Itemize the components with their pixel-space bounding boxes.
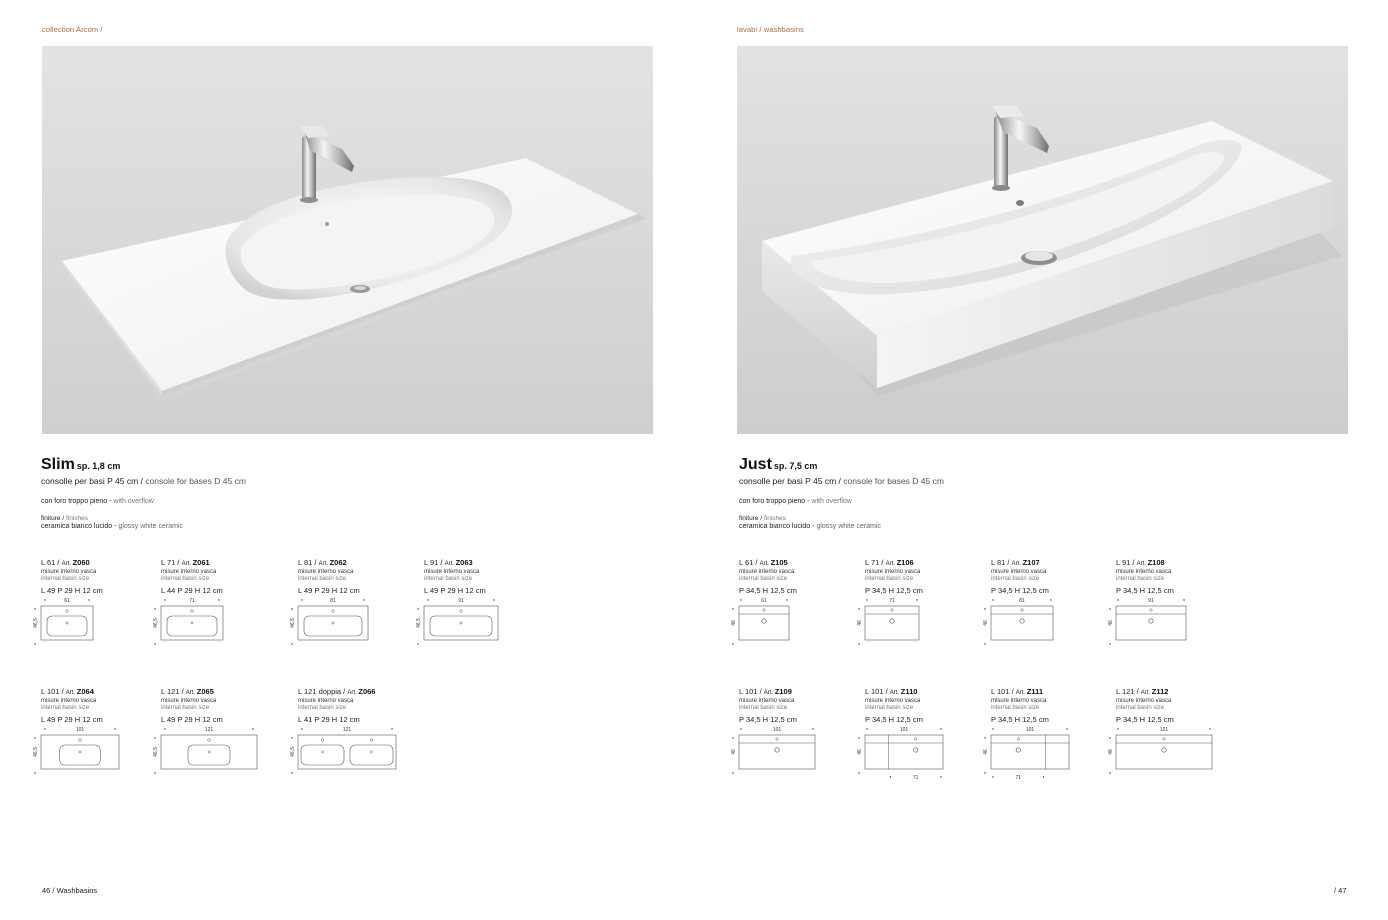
product-entry — [865, 687, 985, 724]
product-code-line — [739, 687, 859, 696]
product-size: L 71 / — [161, 558, 182, 567]
width-dimension: 101 — [899, 727, 909, 733]
product-size: L 91 / — [1116, 558, 1137, 567]
basin-outline — [60, 745, 101, 765]
right-page — [694, 0, 1388, 920]
width-dimension: 71 — [889, 598, 895, 604]
page-folio: / 47 — [1334, 886, 1347, 895]
basin-outline — [304, 616, 362, 636]
tap-hole — [332, 610, 335, 613]
drain-hole — [1016, 748, 1020, 752]
basin-size-label-it: misure interno vasca — [298, 698, 354, 704]
finishes-it: finiture / — [739, 515, 764, 522]
basin-size-label-en: internal basin size — [161, 705, 210, 711]
product-entry — [991, 558, 1111, 595]
basin-size-label-en: internal basin size — [1116, 576, 1165, 582]
running-head: collection Arcom / — [42, 25, 103, 34]
base-dimension: 71 — [912, 775, 919, 781]
basin-dimensions: P 34,5 H 12,5 cm — [991, 715, 1049, 724]
product-entry — [424, 558, 544, 595]
product-code-line — [161, 687, 281, 696]
tap-hole — [1021, 609, 1023, 611]
basin-dimensions: P 34,5 H 12,5 cm — [865, 586, 923, 595]
art-label: Art. — [1015, 690, 1027, 696]
basin-size-label-en: internal basin size — [298, 705, 347, 711]
depth-dimension: 46,5 — [153, 747, 159, 757]
art-label: Art. — [763, 690, 775, 696]
product-entry — [865, 558, 985, 595]
finishes-en: finishes — [65, 515, 88, 522]
product-entry — [161, 558, 281, 595]
depth-dimension: 46 — [1108, 620, 1114, 626]
basin-left — [301, 745, 344, 765]
overflow-it: con foro troppo pieno - — [41, 498, 114, 505]
article-code: Z110 — [900, 687, 918, 696]
basin-size-label-it: misure interno vasca — [991, 698, 1047, 704]
product-name: Just — [739, 456, 772, 473]
overflow-hole — [460, 622, 462, 624]
art-label: Art. — [1140, 690, 1152, 696]
subtitle-it: consolle per basi P 45 cm / — [739, 476, 841, 486]
product-entry — [1116, 558, 1236, 595]
basin-dimensions: L 49 P 29 H 12 cm — [161, 715, 223, 724]
product-entry — [41, 687, 161, 724]
product-code-line — [424, 558, 544, 567]
basin-size-label-it: misure interno vasca — [161, 569, 217, 575]
art-label: Art. — [885, 561, 897, 567]
overflow-hole — [66, 622, 68, 624]
tap-hole — [1163, 738, 1165, 740]
basin-size-label-it: misure interno vasca — [865, 569, 921, 575]
article-code: Z111 — [1026, 687, 1044, 696]
article-code: Z112 — [1151, 687, 1169, 696]
basin-size-label-it: misure interno vasca — [739, 569, 795, 575]
depth-dimension: 46,5 — [290, 618, 296, 628]
depth-dimension: 46,5 — [290, 747, 296, 757]
drain-hole — [890, 619, 894, 623]
product-size: L 101 / — [865, 687, 890, 696]
width-dimension: 81 — [330, 598, 336, 604]
product-code-line — [298, 687, 418, 696]
technical-drawing — [731, 596, 801, 656]
tap-hole — [1017, 738, 1019, 740]
tap-hole — [66, 610, 69, 613]
tap-hole — [460, 610, 463, 613]
technical-drawing — [33, 725, 131, 785]
tap-hole — [915, 738, 917, 740]
console-outline — [298, 606, 368, 640]
product-thickness: sp. 7,5 cm — [773, 461, 818, 471]
width-dimension: 91 — [1148, 598, 1154, 604]
product-size: L 101 / — [739, 687, 764, 696]
basin-size-label-it: misure interno vasca — [1116, 569, 1172, 575]
product-code-line — [41, 687, 161, 696]
console-outline — [41, 735, 119, 769]
drain-hole — [1020, 619, 1024, 623]
product-code-line — [41, 558, 161, 567]
article-code: Z064 — [76, 687, 94, 696]
product-size: L 61 / — [739, 558, 760, 567]
depth-dimension: 46,5 — [33, 747, 39, 757]
basin-dimensions: P 34,5 H 12,5 cm — [739, 586, 797, 595]
depth-dimension: 46,5 — [33, 618, 39, 628]
depth-dimension: 46,5 — [416, 618, 422, 628]
product-size: L 61 / — [41, 558, 62, 567]
product-entry — [41, 558, 161, 595]
basin-size-label-it: misure interno vasca — [1116, 698, 1172, 704]
finish-en: glossy white ceramic — [118, 523, 184, 530]
overflow-hole — [79, 751, 81, 753]
basin-size-label-en: internal basin size — [298, 576, 347, 582]
running-head: lavabi / washbasins — [737, 25, 804, 34]
tap-hole — [763, 609, 765, 611]
basin-outline — [188, 745, 230, 765]
product-size: L 121 / — [161, 687, 186, 696]
technical-drawing — [153, 725, 269, 785]
basin-outline — [47, 616, 87, 636]
finishes-en: finishes — [763, 515, 786, 522]
technical-drawing — [416, 596, 510, 656]
product-entry — [739, 558, 859, 595]
tap-hole — [1150, 609, 1152, 611]
product-size: L 81 / — [991, 558, 1012, 567]
width-dimension: 91 — [458, 598, 464, 604]
drain-hole — [1149, 619, 1153, 623]
product-grid — [694, 0, 1388, 920]
basin-size-label-it: misure interno vasca — [991, 569, 1047, 575]
product-code-line — [991, 558, 1111, 567]
article-code: Z106 — [896, 558, 914, 567]
basin-right — [350, 745, 393, 765]
art-label: Art. — [1136, 561, 1148, 567]
page-folio: 46 / Washbasins — [42, 886, 98, 895]
article-code: Z108 — [1147, 558, 1165, 567]
article-code: Z061 — [192, 558, 210, 567]
depth-dimension: 46 — [731, 620, 737, 626]
product-code-line — [739, 558, 859, 567]
drain-hole — [1162, 748, 1166, 752]
product-name: Slim — [41, 456, 75, 473]
technical-drawing — [1108, 596, 1198, 656]
product-size: L 121 / — [1116, 687, 1141, 696]
tap-hole — [191, 610, 194, 613]
product-code-line — [865, 687, 985, 696]
technical-drawing — [857, 725, 955, 785]
technical-drawing — [1108, 725, 1224, 785]
product-size: L 81 / — [298, 558, 319, 567]
overflow-en: with overflow — [113, 498, 154, 505]
product-code-line — [865, 558, 985, 567]
basin-outline — [430, 616, 492, 636]
overflow-hole — [332, 622, 334, 624]
art-label: Art. — [185, 690, 197, 696]
basin-dimensions: L 49 P 29 H 12 cm — [424, 586, 486, 595]
basin-size-label-en: internal basin size — [41, 705, 90, 711]
basin-dimensions: L 49 P 29 H 12 cm — [298, 586, 360, 595]
basin-size-label-it: misure interno vasca — [424, 569, 480, 575]
width-dimension: 121 — [204, 727, 214, 733]
art-label: Art. — [889, 690, 901, 696]
width-dimension: 121 — [342, 727, 352, 733]
width-dimension: 121 — [1159, 727, 1169, 733]
basin-size-label-it: misure interno vasca — [41, 569, 97, 575]
product-code-line — [991, 687, 1111, 696]
basin-dimensions: P 34,5 H 12,5 cm — [865, 715, 923, 724]
technical-drawing — [290, 596, 380, 656]
finish-it: ceramica bianco lucido - — [739, 523, 817, 530]
subtitle-en: console for bases D 45 cm — [142, 476, 246, 486]
basin-dimensions: P 34,5 H 12,5 cm — [991, 586, 1049, 595]
subtitle-en: console for bases D 45 cm — [840, 476, 944, 486]
console-outline — [865, 735, 943, 769]
product-size: L 121 doppia / — [298, 687, 348, 696]
basin-size-label-it: misure interno vasca — [298, 569, 354, 575]
basin-size-label-en: internal basin size — [41, 576, 90, 582]
technical-drawing — [33, 596, 105, 656]
technical-drawing — [290, 725, 408, 785]
basin-size-label-it: misure interno vasca — [739, 698, 795, 704]
basin-size-label-en: internal basin size — [424, 576, 473, 582]
technical-drawing — [983, 725, 1081, 785]
art-label: Art. — [318, 561, 330, 567]
basin-size-label-en: internal basin size — [161, 576, 210, 582]
art-label: Art. — [1011, 561, 1023, 567]
basin-size-label-en: internal basin size — [865, 576, 914, 582]
console-outline — [161, 735, 257, 769]
basin-size-label-en: internal basin size — [991, 576, 1040, 582]
basin-dimensions: L 49 P 29 H 12 cm — [41, 715, 103, 724]
art-label: Art. — [444, 561, 456, 567]
article-code: Z109 — [774, 687, 792, 696]
product-thickness: sp. 1,8 cm — [76, 461, 121, 471]
finishes-it: finiture / — [41, 515, 66, 522]
depth-dimension: 46 — [731, 749, 737, 755]
product-entry — [739, 687, 859, 724]
basin-size-label-it: misure interno vasca — [161, 698, 217, 704]
product-size: L 71 / — [865, 558, 886, 567]
depth-dimension: 46,5 — [153, 618, 159, 628]
tap-hole — [776, 738, 778, 740]
product-size: L 101 / — [41, 687, 66, 696]
product-entry — [161, 687, 281, 724]
tap-hole — [208, 739, 211, 742]
art-label: Art. — [347, 690, 359, 696]
article-code: Z063 — [455, 558, 473, 567]
finish-it: ceramica bianco lucido - — [41, 523, 119, 530]
product-code-line — [298, 558, 418, 567]
width-dimension: 71 — [189, 598, 195, 604]
depth-dimension: 46 — [983, 620, 989, 626]
article-code: Z066 — [358, 687, 376, 696]
art-label: Art. — [61, 561, 73, 567]
drain-hole — [914, 748, 918, 752]
product-code-line — [161, 558, 281, 567]
technical-drawing — [857, 596, 931, 656]
product-code-line — [1116, 558, 1236, 567]
basin-dimensions: L 41 P 29 H 12 cm — [298, 715, 360, 724]
overflow-hole — [208, 751, 210, 753]
article-code: Z065 — [196, 687, 214, 696]
width-dimension: 101 — [1025, 727, 1035, 733]
overflow-it: con foro troppo pieno - — [739, 498, 812, 505]
basin-size-label-en: internal basin size — [739, 576, 788, 582]
console-outline — [161, 606, 223, 640]
basin-size-label-it: misure interno vasca — [865, 698, 921, 704]
basin-dimensions: P 34,5 H 12,5 cm — [739, 715, 797, 724]
drain-hole — [775, 748, 779, 752]
depth-dimension: 46 — [983, 749, 989, 755]
depth-dimension: 46 — [857, 749, 863, 755]
technical-drawing — [983, 596, 1065, 656]
tap-hole — [79, 739, 82, 742]
article-code: Z107 — [1022, 558, 1040, 567]
basin-size-label-en: internal basin size — [991, 705, 1040, 711]
subtitle-it: consolle per basi P 45 cm / — [41, 476, 143, 486]
article-code: Z060 — [72, 558, 90, 567]
basin-dimensions: P 34,5 H 12,5 cm — [1116, 715, 1174, 724]
basin-size-label-it: misure interno vasca — [41, 698, 97, 704]
basin-size-label-en: internal basin size — [865, 705, 914, 711]
art-label: Art. — [759, 561, 771, 567]
art-label: Art. — [65, 690, 77, 696]
overflow-hole — [191, 622, 193, 624]
product-code-line — [1116, 687, 1236, 696]
basin-dimensions: L 49 P 29 H 12 cm — [41, 586, 103, 595]
product-size: L 91 / — [424, 558, 445, 567]
article-code: Z105 — [770, 558, 788, 567]
basin-outline — [167, 616, 217, 636]
width-dimension: 101 — [75, 727, 85, 733]
width-dimension: 61 — [64, 598, 70, 604]
overflow-en: with overflow — [811, 498, 852, 505]
console-outline — [424, 606, 498, 640]
technical-drawing — [153, 596, 235, 656]
width-dimension: 61 — [761, 598, 767, 604]
basin-dimensions: P 34,5 H 12,5 cm — [1116, 586, 1174, 595]
basin-dimensions: L 44 P 29 H 12 cm — [161, 586, 223, 595]
base-dimension: 71 — [1015, 775, 1022, 781]
finish-en: glossy white ceramic — [816, 523, 882, 530]
depth-dimension: 46 — [1108, 749, 1114, 755]
product-entry — [1116, 687, 1236, 724]
basin-size-label-en: internal basin size — [1116, 705, 1165, 711]
product-entry — [991, 687, 1111, 724]
technical-drawing — [731, 725, 827, 785]
product-entry — [298, 558, 418, 595]
basin-size-label-en: internal basin size — [739, 705, 788, 711]
console-outline — [991, 735, 1069, 769]
depth-dimension: 46 — [857, 620, 863, 626]
console-outline — [298, 735, 396, 769]
product-entry — [298, 687, 418, 724]
width-dimension: 101 — [772, 727, 782, 733]
product-size: L 101 / — [991, 687, 1016, 696]
art-label: Art. — [181, 561, 193, 567]
width-dimension: 81 — [1019, 598, 1025, 604]
tap-hole — [891, 609, 893, 611]
drain-hole — [762, 619, 766, 623]
article-code: Z062 — [329, 558, 347, 567]
